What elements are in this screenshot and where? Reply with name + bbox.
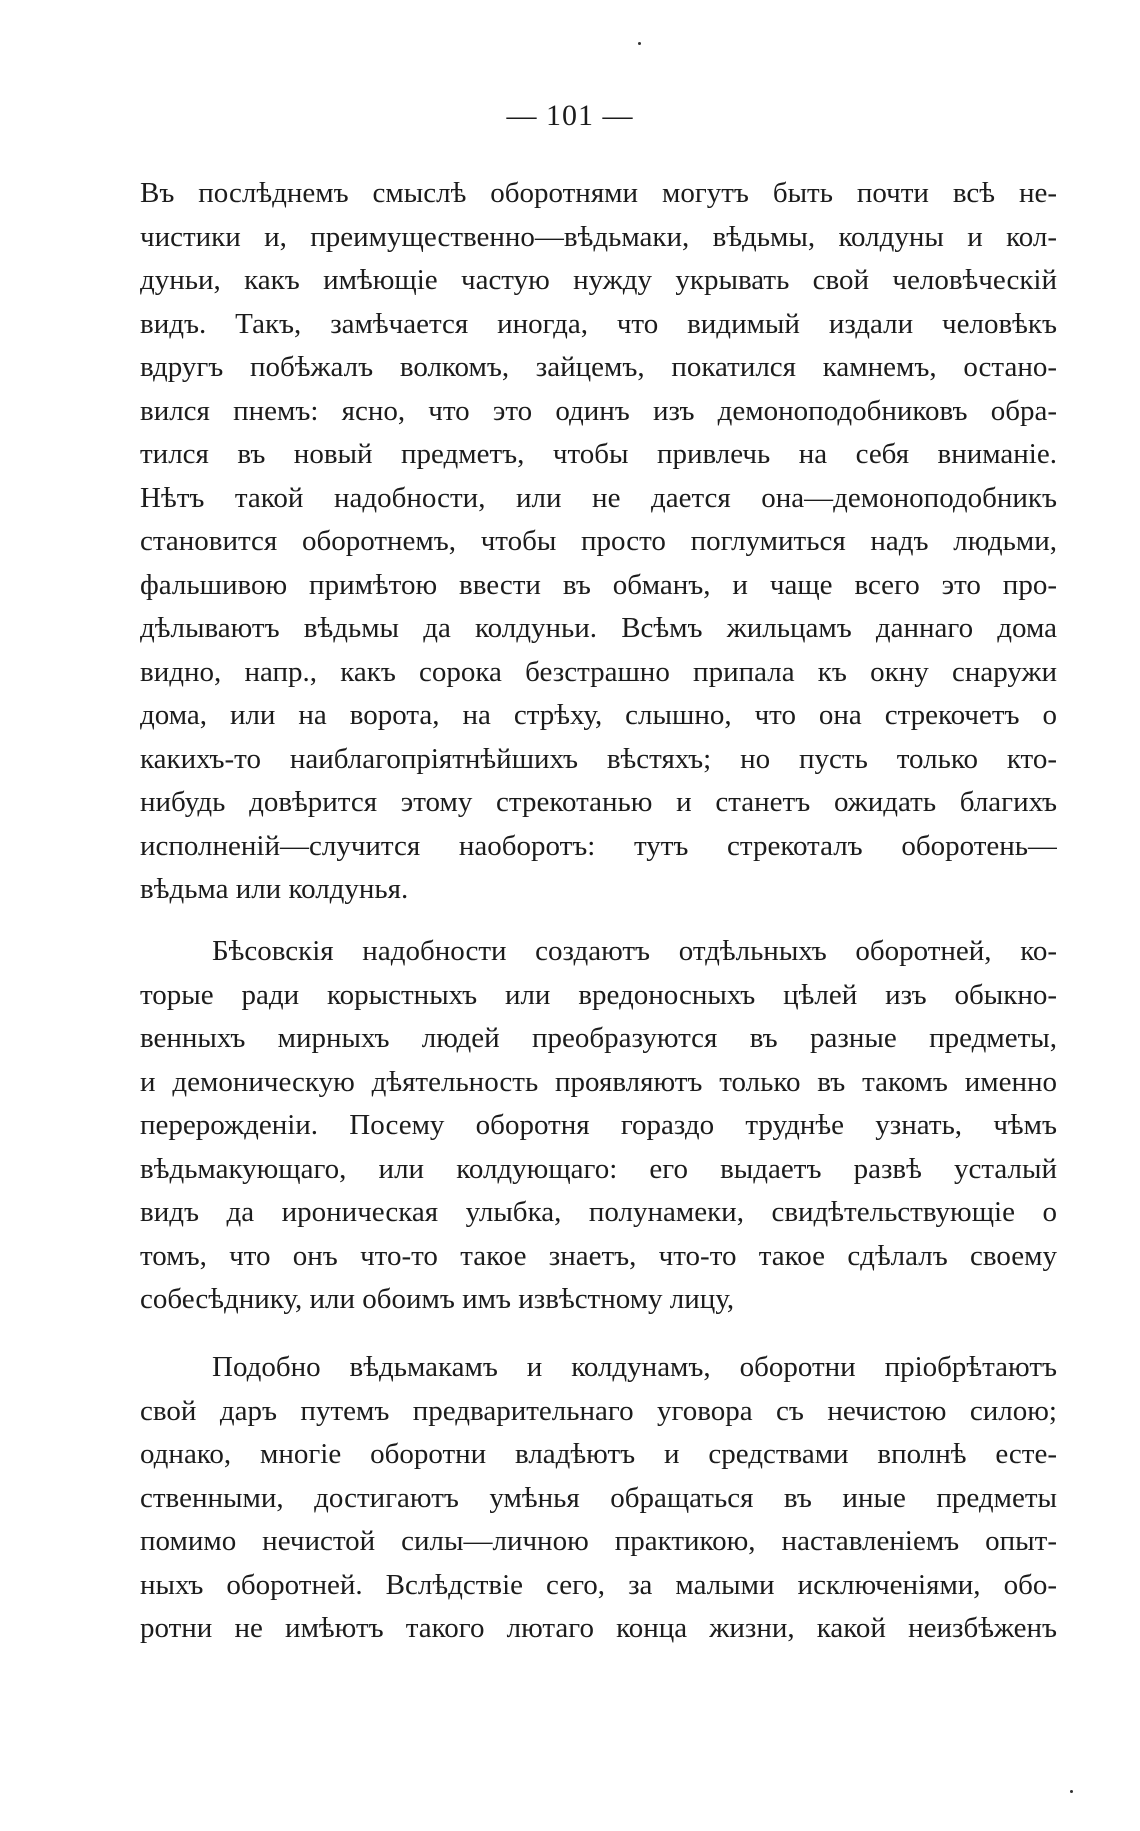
paragraph-acquiring-gift — [140, 1346, 1057, 1651]
text-line: Бѣсовскія надобности создаютъ отдѣльныхъ оборотней, ко- — [212, 935, 1057, 967]
text-line: какихъ-то наиблагопріятнѣйшихъ вѣстяхъ; но пусть только кто- — [140, 742, 1057, 775]
text-line: дѣлываютъ вѣдьмы да колдуньи. Всѣмъ жильцамъ даннаго дома — [140, 612, 1057, 644]
text-line: становится оборотнемъ, чтобы просто поглумиться надъ людьми, — [140, 525, 1057, 557]
text-line: вдругъ побѣжалъ волкомъ, зайцемъ, покатился камнемъ, остано- — [140, 351, 1057, 383]
text-line: дома, или на ворота, на стрѣху, слышно, что она стрекочетъ о — [140, 699, 1057, 731]
text-line: однако, многіе оборотни владѣютъ и средствами вполнѣ есте- — [140, 1438, 1057, 1470]
text-line: собесѣднику, или обоимъ имъ извѣстному лицу, — [140, 1283, 735, 1315]
text-line: исполненій—случится наоборотъ: тутъ стрекоталъ оборотень— — [140, 829, 1057, 862]
text-line: ственными, достигаютъ умѣнья обращаться въ иные предметы — [140, 1481, 1057, 1514]
text-line: вѣдьмакующаго, или колдующаго: его выдаетъ развѣ усталый — [140, 1152, 1057, 1185]
text-line: и демоническую дѣятельность проявляютъ только въ такомъ именно — [140, 1065, 1057, 1098]
text-line: свой даръ путемъ предварительнаго уговора съ нечистою силою; — [140, 1394, 1057, 1427]
paper-speck — [638, 42, 641, 45]
text-line: видъ да ироническая улыбка, полунамеки, свидѣтельствующіе о — [140, 1196, 1057, 1228]
text-line: чистики и, преимущественно—вѣдьмаки, вѣдьмы, колдуны и кол- — [140, 220, 1057, 253]
text-line: нибудь довѣрится этому стрекотанью и станетъ ожидать благихъ — [140, 786, 1057, 818]
text-line: вился пнемъ: ясно, что это одинъ изъ демоноподобниковъ обра- — [140, 394, 1057, 427]
text-line: перерожденіи. Посему оборотня гораздо труднѣе узнать, чѣмъ — [140, 1109, 1057, 1141]
page-number: — 101 — — [506, 99, 634, 132]
text-line: фальшивою примѣтою ввести въ обманъ, и чаще всего это про- — [140, 568, 1057, 601]
paragraph-demonic-needs — [140, 930, 1057, 1322]
text-line: Нѣтъ такой надобности, или не дается она—демоноподобникъ — [140, 481, 1057, 514]
text-line: томъ, что онъ что-то такое знаетъ, что-то такое сдѣлалъ своему — [140, 1239, 1057, 1272]
text-line: Подобно вѣдьмакамъ и колдунамъ, оборотни пріобрѣтаютъ — [212, 1351, 1057, 1383]
text-line: тился въ новый предметъ, чтобы привлечь на себя вниманіе. — [140, 438, 1057, 470]
text-line: вѣдьма или колдунья. — [140, 873, 409, 905]
text-line: торые ради корыстныхъ или вредоносныхъ цѣлей изъ обыкно- — [140, 978, 1057, 1011]
text-line: ныхъ оборотней. Вслѣдствіе сего, за малыми исключеніями, обо- — [140, 1568, 1057, 1601]
text-line: видъ. Такъ, замѣчается иногда, что видимый издали человѣкъ — [140, 307, 1057, 340]
text-line: ротни не имѣютъ такого лютаго конца жизни, какой неизбѣженъ — [140, 1612, 1057, 1644]
text-line: венныхъ мирныхъ людей преобразуются въ разные предметы, — [140, 1022, 1057, 1054]
text-line: дуньи, какъ имѣющіе частую нужду укрывать свой человѣческій — [140, 264, 1057, 296]
text-line: видно, напр., какъ сорока безстрашно припала къ окну снаружи — [140, 655, 1057, 688]
paper-speck — [1070, 1790, 1073, 1793]
text-line: Въ послѣднемъ смыслѣ оборотнями могутъ быть почти всѣ не- — [140, 177, 1057, 209]
text-line: помимо нечистой силы—личною практикою, наставленіемъ опыт- — [140, 1525, 1057, 1557]
paragraph-werewolves-meaning — [140, 172, 1057, 912]
